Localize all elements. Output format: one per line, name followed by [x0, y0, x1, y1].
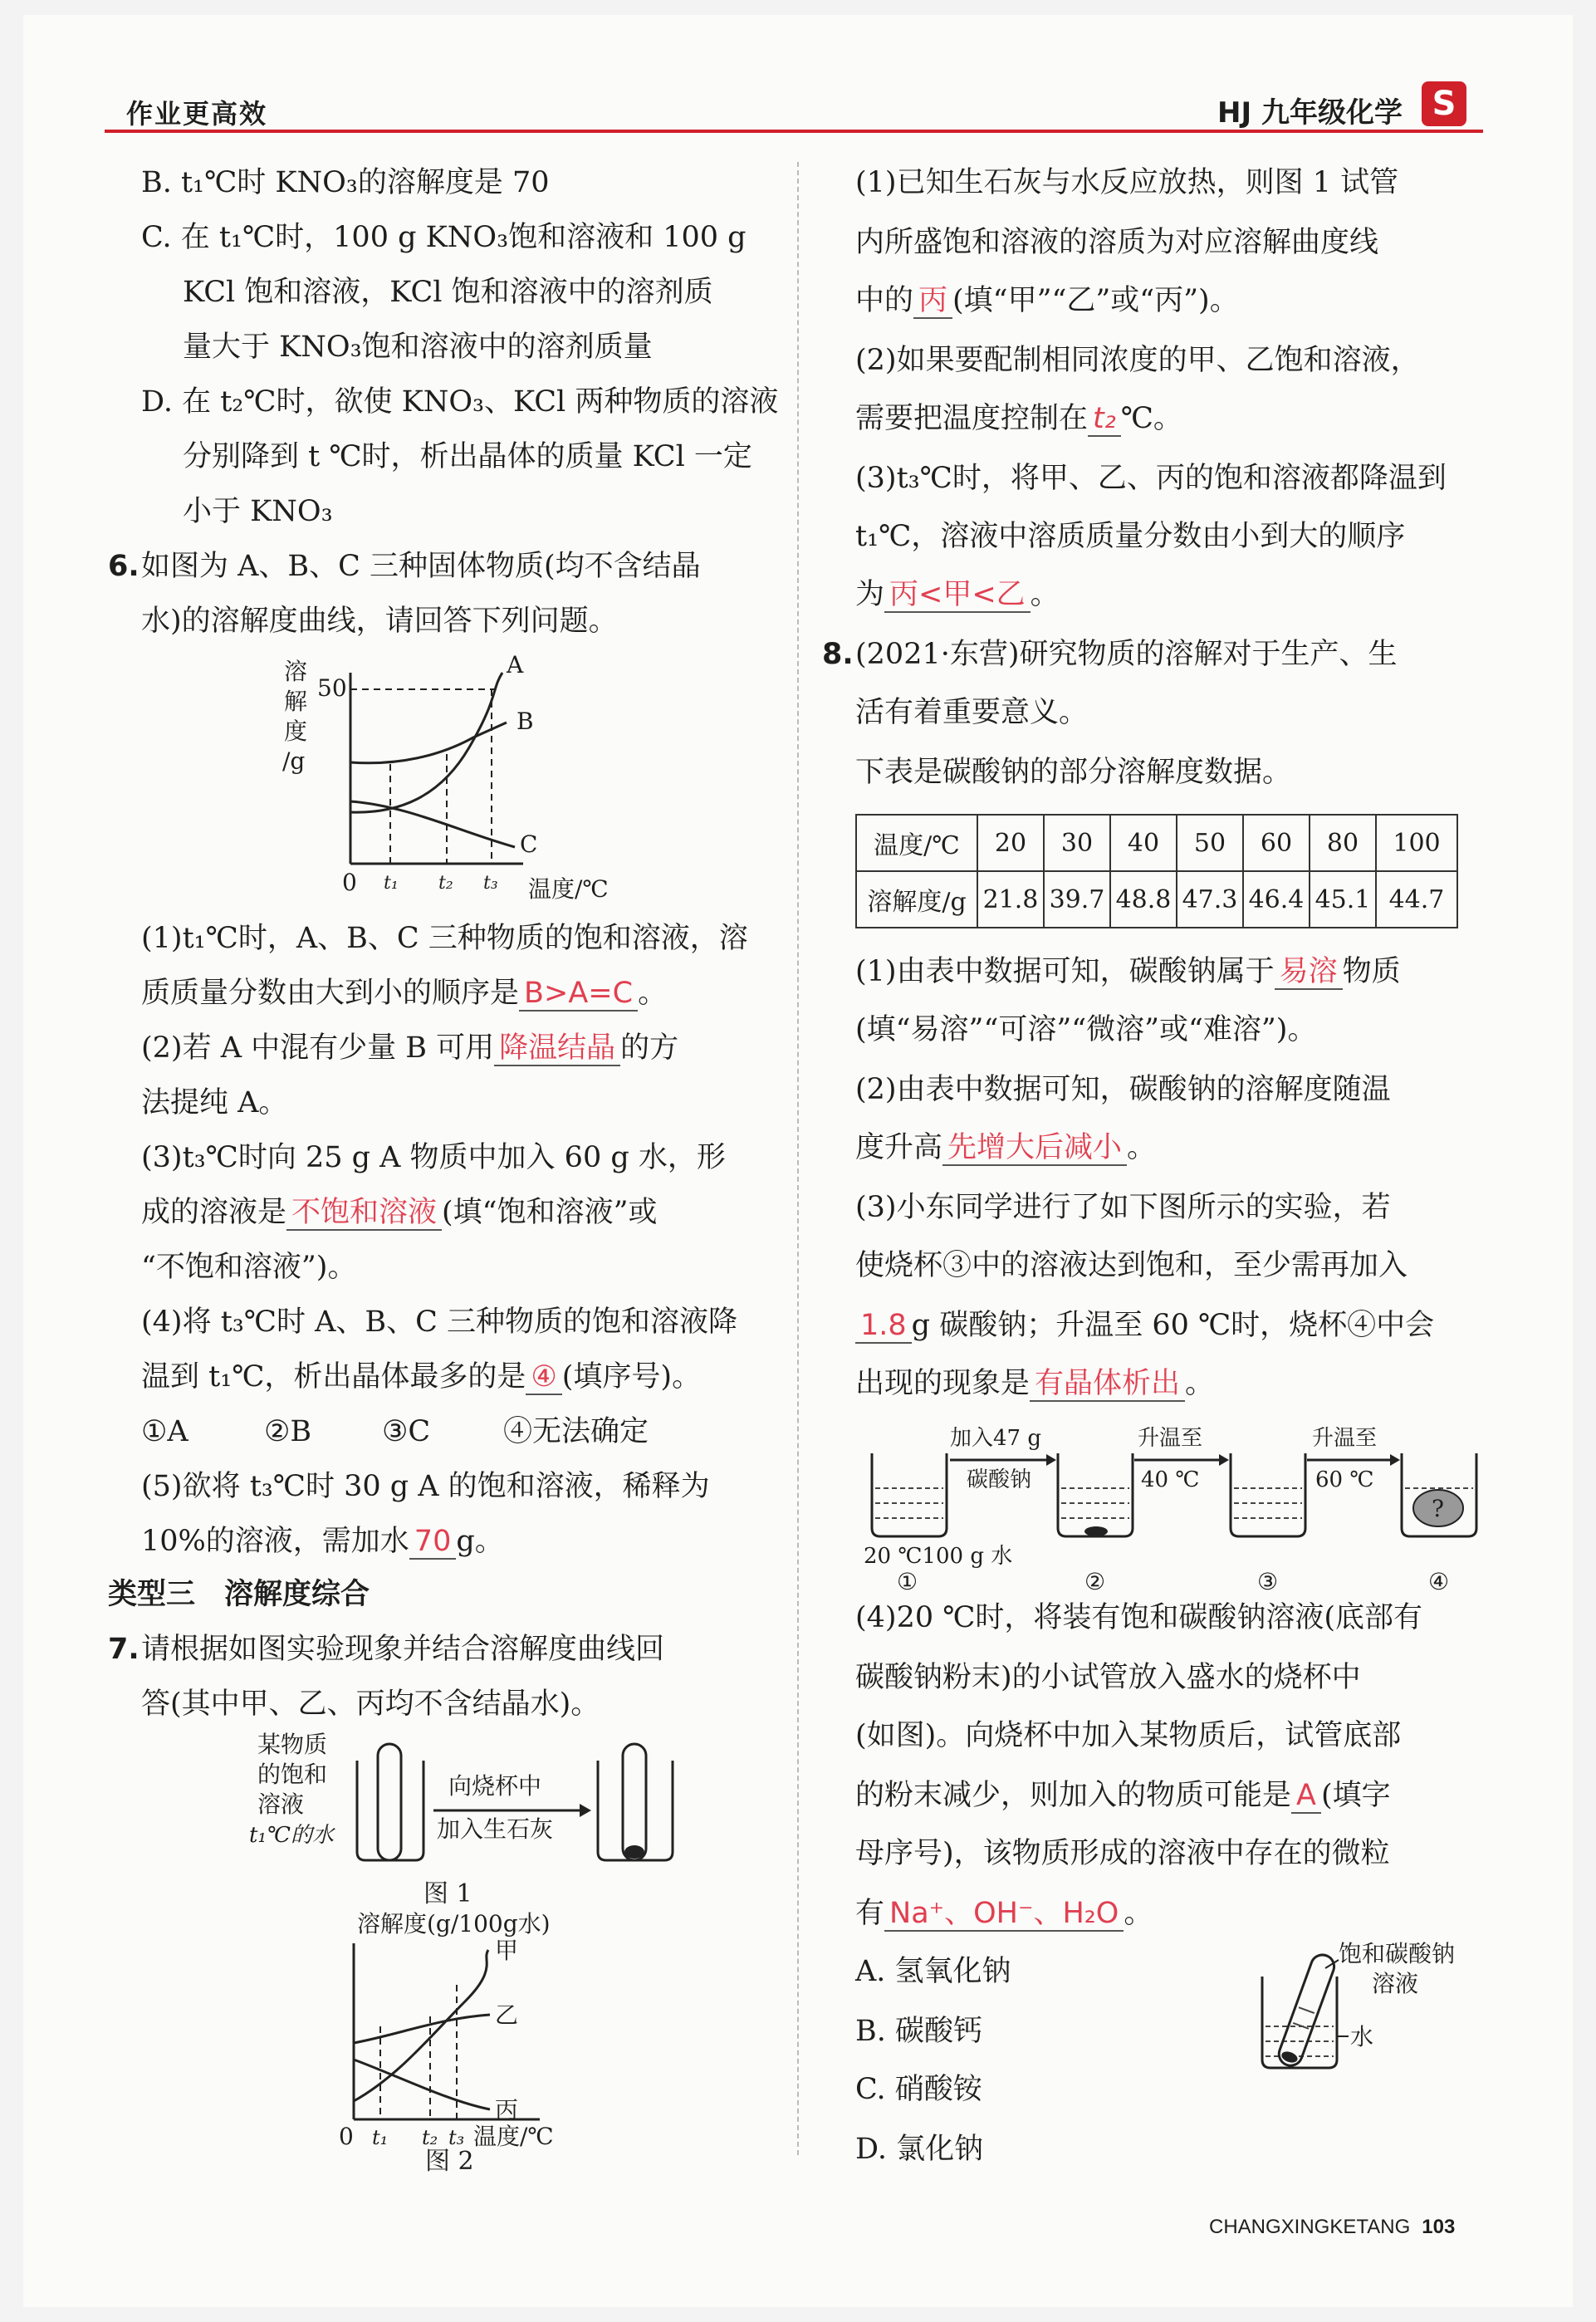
q7-sub2-answer: t₂	[1088, 402, 1121, 437]
fig6-ylabel-4: /g	[282, 747, 306, 775]
q6-sub3-line1: (3)t₃℃时向 25 g A 物质中加入 60 g 水，形	[141, 1141, 726, 1174]
section-heading: 类型三 溶解度综合	[108, 1578, 370, 1611]
fig8-num1: ①	[897, 1568, 918, 1595]
q6-stem-line2: 水)的溶解度曲线，请回答下列问题。	[141, 605, 618, 638]
table-row	[856, 815, 1457, 871]
q7-sub1-line1: (1)已知生石灰与水反应放热，则图 1 试管	[855, 166, 1399, 199]
fig7b-t3: t₃	[448, 2126, 465, 2149]
table-cell: 45.1	[1310, 871, 1376, 928]
footer	[1209, 2216, 1455, 2239]
fig7a-left-1: 某物质	[257, 1731, 328, 1758]
table-cell: 100	[1376, 815, 1457, 871]
q7-sub3-end: 。	[1030, 578, 1060, 611]
fig6-xlabel: 温度/℃	[528, 875, 609, 903]
q7-stem-line1: 请根据如图实验现象并结合溶解度曲线回	[141, 1633, 665, 1666]
q8-sub1-answer: 易溶	[1275, 955, 1343, 990]
fig8b-label1: 饱和碳酸钠	[1339, 1940, 1456, 1967]
fig7b-label-bing: 丙	[495, 2096, 519, 2124]
q7-figure2	[332, 1910, 681, 2176]
q6-sub2-text: (2)若 A 中混有少量 B 可用	[141, 1031, 495, 1065]
q8-sub4-line3: (如图)。向烧杯中加入某物质后，试管底部	[855, 1719, 1402, 1752]
q8-option-a: A. 氢氧化钠	[855, 1955, 1011, 1988]
table-cell: 44.7	[1376, 871, 1457, 928]
fig6-label-a: A	[507, 651, 524, 678]
fig6-t2: t₂	[438, 873, 453, 894]
logo-letter: S	[1432, 85, 1456, 123]
table-cell: 21.8	[977, 871, 1044, 928]
q6-sub1-line2	[141, 977, 667, 1012]
table-row	[856, 871, 1457, 928]
q7-sub2-line1: (2)如果要配制相同浓度的甲、乙饱和溶液，	[855, 344, 1420, 377]
q8-sub3-text3: 出现的现象是	[855, 1367, 1031, 1400]
fig8-num2: ②	[1084, 1568, 1106, 1595]
fig8-arrow2-bottom: 40 ℃	[1141, 1467, 1200, 1492]
table-cell: 50	[1177, 815, 1243, 871]
publisher-logo	[1422, 81, 1466, 126]
q8-sub1-line2: (填“易溶”“可溶”“微溶”或“难溶”)。	[855, 1013, 1317, 1046]
q8-sub4-line2: 碳酸钠粉末)的小试管放入盛水的烧杯中	[855, 1661, 1361, 1694]
header-left-title: 作业更高效	[126, 98, 268, 130]
q7-figure1	[249, 1727, 714, 1910]
q6-sub5-end: g。	[456, 1525, 504, 1558]
q6-sub4-option-4: ④无法确定	[503, 1415, 649, 1448]
q5-option-b: B. t₁℃时 KNO₃的溶解度是 70	[141, 166, 550, 199]
fig6-label-c: C	[520, 830, 538, 858]
fig8-num3: ③	[1257, 1568, 1279, 1595]
table-cell: 48.8	[1110, 871, 1177, 928]
q6-sub3-line3: “不饱和溶液”)。	[141, 1251, 357, 1284]
q7-stem-line2: 答(其中甲、乙、丙均不含结晶水)。	[141, 1688, 600, 1721]
q6-sub5-line1: (5)欲将 t₃℃时 30 g A 的饱和溶液，稀释为	[141, 1470, 710, 1503]
q5-option-c-line2: KCl 饱和溶液，KCl 饱和溶液中的溶剂质	[183, 276, 713, 309]
q6-sub3-end: (填“饱和溶液”或	[442, 1196, 658, 1229]
fig8-arrow2-top: 升温至	[1138, 1426, 1203, 1451]
fig7a-tube1	[378, 1744, 401, 1860]
fig7a-arrow-2: 加入生石灰	[437, 1815, 554, 1843]
q8-sub4-answer1: A	[1291, 1779, 1321, 1814]
header-rule	[105, 130, 1483, 133]
q6-sub3-answer: 不饱和溶液	[286, 1196, 442, 1231]
header-right-title: HJ 九年级化学	[1217, 96, 1403, 130]
q8-sub3-text2: g 碳酸钠；升温至 60 ℃时，烧杯④中会	[911, 1309, 1435, 1342]
q6-sub5-text: 10%的溶液，需加水	[141, 1525, 409, 1558]
q7-sub3-answer: 丙<甲<乙	[884, 578, 1031, 613]
beaker-2-solid	[1084, 1526, 1108, 1536]
page-number: 103	[1422, 2216, 1456, 2238]
fig6-label-b: B	[516, 708, 534, 735]
q6-number: 6.	[108, 550, 140, 583]
fig6-t3: t₃	[483, 873, 498, 894]
q6-sub3-text: 成的溶液是	[141, 1196, 287, 1229]
fig6-ylabel-3: 度	[284, 718, 308, 745]
q7-sub1-end: (填“甲”“乙”或“丙”)。	[952, 284, 1239, 317]
fig7a-left-2: 的饱和	[257, 1761, 328, 1788]
q7-sub2-text: 需要把温度控制在	[855, 402, 1089, 435]
q8-number: 8.	[822, 638, 854, 671]
footer-brand: CHANGXINGKETANG	[1209, 2216, 1411, 2238]
fig7b-label-yi: 乙	[495, 2001, 519, 2029]
beaker-1	[872, 1453, 947, 1536]
q8-stem-line2: 活有着重要意义。	[855, 696, 1089, 729]
table-cell: 20	[977, 815, 1044, 871]
fig7a-beaker2	[598, 1761, 673, 1860]
q8-sub2-line2	[855, 1131, 1156, 1166]
q8-sub2-answer: 先增大后减小	[942, 1131, 1127, 1166]
fig8-arrow3-top: 升温至	[1312, 1426, 1378, 1451]
fig7a-left-4: t₁℃的水	[249, 1823, 334, 1848]
fig8b-label3: 水	[1350, 2023, 1374, 2050]
fig7b-caption: 图 2	[425, 2147, 474, 2176]
fig7a-arrowhead	[580, 1804, 591, 1817]
fig8b-tube	[1275, 1952, 1337, 2069]
fig6-curve-c	[350, 801, 515, 847]
table-cell: 60	[1243, 815, 1310, 871]
q8-sub3-line4	[855, 1367, 1214, 1402]
q7-sub3-line3	[855, 578, 1060, 613]
q5-option-d-line2: 分别降到 t ℃时，析出晶体的质量 KCl 一定	[183, 440, 752, 473]
q6-sub5-answer: 70	[409, 1525, 457, 1560]
q8-sub3-line3	[855, 1309, 1434, 1344]
fig7b-t1: t₁	[372, 2126, 389, 2149]
q6-sub2-answer: 降温结晶	[494, 1031, 620, 1066]
fig7a-tube2	[623, 1744, 646, 1860]
q8-sub2-line1: (2)由表中数据可知，碳酸钠的溶解度随温	[855, 1073, 1391, 1106]
q7-sub1-line3	[855, 284, 1239, 319]
solubility-table	[855, 814, 1458, 928]
q6-stem-line1: 如图为 A、B、C 三种固体物质(均不含结晶	[141, 550, 701, 583]
q8-sub1-end: 物质	[1342, 955, 1401, 988]
q6-sub4-option-2: ②B	[264, 1415, 312, 1448]
q6-sub4-end: (填序号)。	[561, 1360, 702, 1394]
fig6-y50: 50	[317, 674, 347, 702]
fig8-start-label: 20 ℃100 g 水	[864, 1544, 1013, 1569]
beaker-3	[1231, 1453, 1305, 1536]
fig7b-origin: 0	[339, 2123, 354, 2150]
q8-sub4-end1: (填字	[1320, 1779, 1391, 1812]
q6-sub4-option-3: ③C	[382, 1415, 431, 1448]
q5-option-c-line1: C. 在 t₁℃时，100 g KNO₃饱和溶液和 100 g	[141, 221, 747, 254]
table-cell: 46.4	[1243, 871, 1310, 928]
q8-sub3-answer1: 1.8	[855, 1309, 912, 1344]
table-header-temp: 温度/℃	[856, 815, 977, 871]
fig7b-curve-bing	[354, 2060, 490, 2109]
q6-solubility-chart	[274, 651, 639, 905]
fig8-arrow3-bottom: 60 ℃	[1315, 1467, 1374, 1492]
column-divider	[797, 162, 799, 2155]
q7-sub1-text: 中的	[855, 284, 914, 317]
q7-sub3-text: 为	[855, 578, 885, 611]
q8-beaker-experiment	[864, 1420, 1495, 1595]
q8-sub4-line5: 母序号)，该物质形成的溶液中存在的微粒	[855, 1837, 1390, 1870]
q8-option-b: B. 碳酸钙	[855, 2015, 982, 2048]
q8-sub3-end: 。	[1185, 1367, 1215, 1400]
q6-sub4-answer: ④	[526, 1360, 561, 1395]
q6-sub1-text: 质质量分数由大到小的顺序是	[141, 977, 520, 1010]
fig7a-precipitate	[624, 1845, 644, 1859]
fig7a-beaker1	[357, 1761, 423, 1860]
fig7b-xlabel: 温度/℃	[473, 2123, 554, 2150]
q8-sub2-text: 度升高	[855, 1131, 943, 1164]
q8-sub3-line1: (3)小东同学进行了如下图所示的实验，若	[855, 1191, 1391, 1224]
q8-sub4-line1: (4)20 ℃时，将装有饱和碳酸钠溶液(底部有	[855, 1601, 1423, 1634]
fig7a-left-3: 溶液	[257, 1790, 305, 1818]
fig7b-curve-yi	[354, 2015, 490, 2043]
fig8-arrowhead2	[1219, 1454, 1229, 1466]
q6-sub3-line2	[141, 1196, 657, 1231]
table-cell: 47.3	[1177, 871, 1243, 928]
q8-testtube-figure	[1254, 1940, 1503, 2084]
q8-sub4-line6	[855, 1897, 1153, 1932]
fig6-curve-a	[350, 673, 502, 812]
fig8-num4: ④	[1428, 1568, 1450, 1595]
fig6-ylabel-2: 解	[284, 688, 308, 715]
q8-sub4-answer2: Na⁺、OH⁻、H₂O	[884, 1897, 1124, 1932]
q6-sub1-line1: (1)t₁℃时，A、B、C 三种物质的饱和溶液，溶	[141, 922, 748, 955]
q8-stem-line1: (2021·东营)研究物质的溶解对于生产、生	[855, 638, 1398, 671]
fig7a-caption: 图 1	[423, 1879, 472, 1908]
fig8-question: ?	[1432, 1495, 1445, 1522]
fig6-ylabel-1: 溶	[284, 658, 308, 685]
q8-stem-line3: 下表是碳酸钠的部分溶解度数据。	[855, 756, 1292, 789]
q8-sub2-end: 。	[1127, 1131, 1157, 1164]
fig7b-label-jia: 甲	[495, 1937, 519, 1964]
q8-sub1-line1	[855, 955, 1401, 990]
q8-option-d: D. 氯化钠	[855, 2133, 984, 2166]
table-cell: 80	[1310, 815, 1376, 871]
q8-sub4-line4	[855, 1779, 1391, 1814]
q6-sub1-end: 。	[638, 977, 668, 1010]
fig8-arrowhead3	[1390, 1454, 1400, 1466]
fig7a-arrow-1: 向烧杯中	[448, 1772, 542, 1800]
q8-option-c: C. 硝酸铵	[855, 2073, 982, 2106]
q7-sub3-line1: (3)t₃℃时，将甲、乙、丙的饱和溶液都降温到	[855, 462, 1447, 495]
q5-option-c-line3: 量大于 KNO₃饱和溶液中的溶剂质量	[183, 331, 653, 364]
table-cell: 30	[1044, 815, 1110, 871]
q5-option-d-line3: 小于 KNO₃	[183, 495, 333, 528]
fig7b-t2: t₂	[422, 2126, 438, 2149]
q6-sub2-line2: 法提纯 A。	[141, 1086, 288, 1119]
fig7b-ylabel: 溶解度(g/100g水)	[357, 1910, 551, 1937]
q6-sub4-line1: (4)将 t₃℃时 A、B、C 三种物质的饱和溶液降	[141, 1306, 737, 1339]
q7-sub2-end: ℃。	[1120, 402, 1182, 435]
q6-sub2-end: 的方	[620, 1031, 679, 1065]
q8-sub4-text2: 有	[855, 1897, 885, 1930]
q7-sub1-line2: 内所盛饱和溶液的溶质为对应溶解曲度线	[855, 226, 1379, 259]
q6-sub1-answer: B>A=C	[519, 977, 638, 1012]
q8-sub4-end2: 。	[1124, 1897, 1153, 1930]
q8-sub3-line2: 使烧杯③中的溶液达到饱和，至少需再加入	[855, 1249, 1408, 1282]
q7-sub3-line2: t₁℃，溶液中溶质质量分数由小到大的顺序	[855, 520, 1406, 553]
fig8b-label2: 溶液	[1372, 1970, 1419, 1997]
table-cell: 40	[1110, 815, 1177, 871]
q7-number: 7.	[108, 1633, 140, 1666]
q8-sub1-text: (1)由表中数据可知，碳酸钠属于	[855, 955, 1275, 988]
fig8-arrow1-top: 加入47 g	[950, 1426, 1041, 1451]
q5-option-d-line1: D. 在 t₂℃时，欲使 KNO₃、KCl 两种物质的溶液	[141, 385, 779, 419]
q7-sub1-answer: 丙	[913, 284, 952, 319]
fig6-t1: t₁	[384, 873, 399, 894]
fig6-curve-b	[350, 723, 507, 763]
fig8-arrowhead1	[1046, 1454, 1056, 1466]
table-cell: 39.7	[1044, 871, 1110, 928]
q8-sub4-text: 的粉末减少，则加入的物质可能是	[855, 1779, 1292, 1812]
q6-sub2-line1	[141, 1031, 678, 1066]
q6-sub4-option-1: ①A	[141, 1415, 188, 1448]
q7-sub2-line2	[855, 402, 1182, 437]
q6-sub5-line2	[141, 1525, 504, 1560]
q6-sub4-text: 温到 t₁℃，析出晶体最多的是	[141, 1360, 526, 1394]
beaker-2	[1058, 1453, 1133, 1536]
fig8-arrow1-bottom: 碳酸钠	[967, 1467, 1032, 1492]
table-header-solubility: 溶解度/g	[856, 871, 977, 928]
q6-sub4-line2	[141, 1360, 701, 1395]
fig6-origin: 0	[342, 869, 357, 896]
q8-sub3-answer2: 有晶体析出	[1030, 1367, 1185, 1402]
